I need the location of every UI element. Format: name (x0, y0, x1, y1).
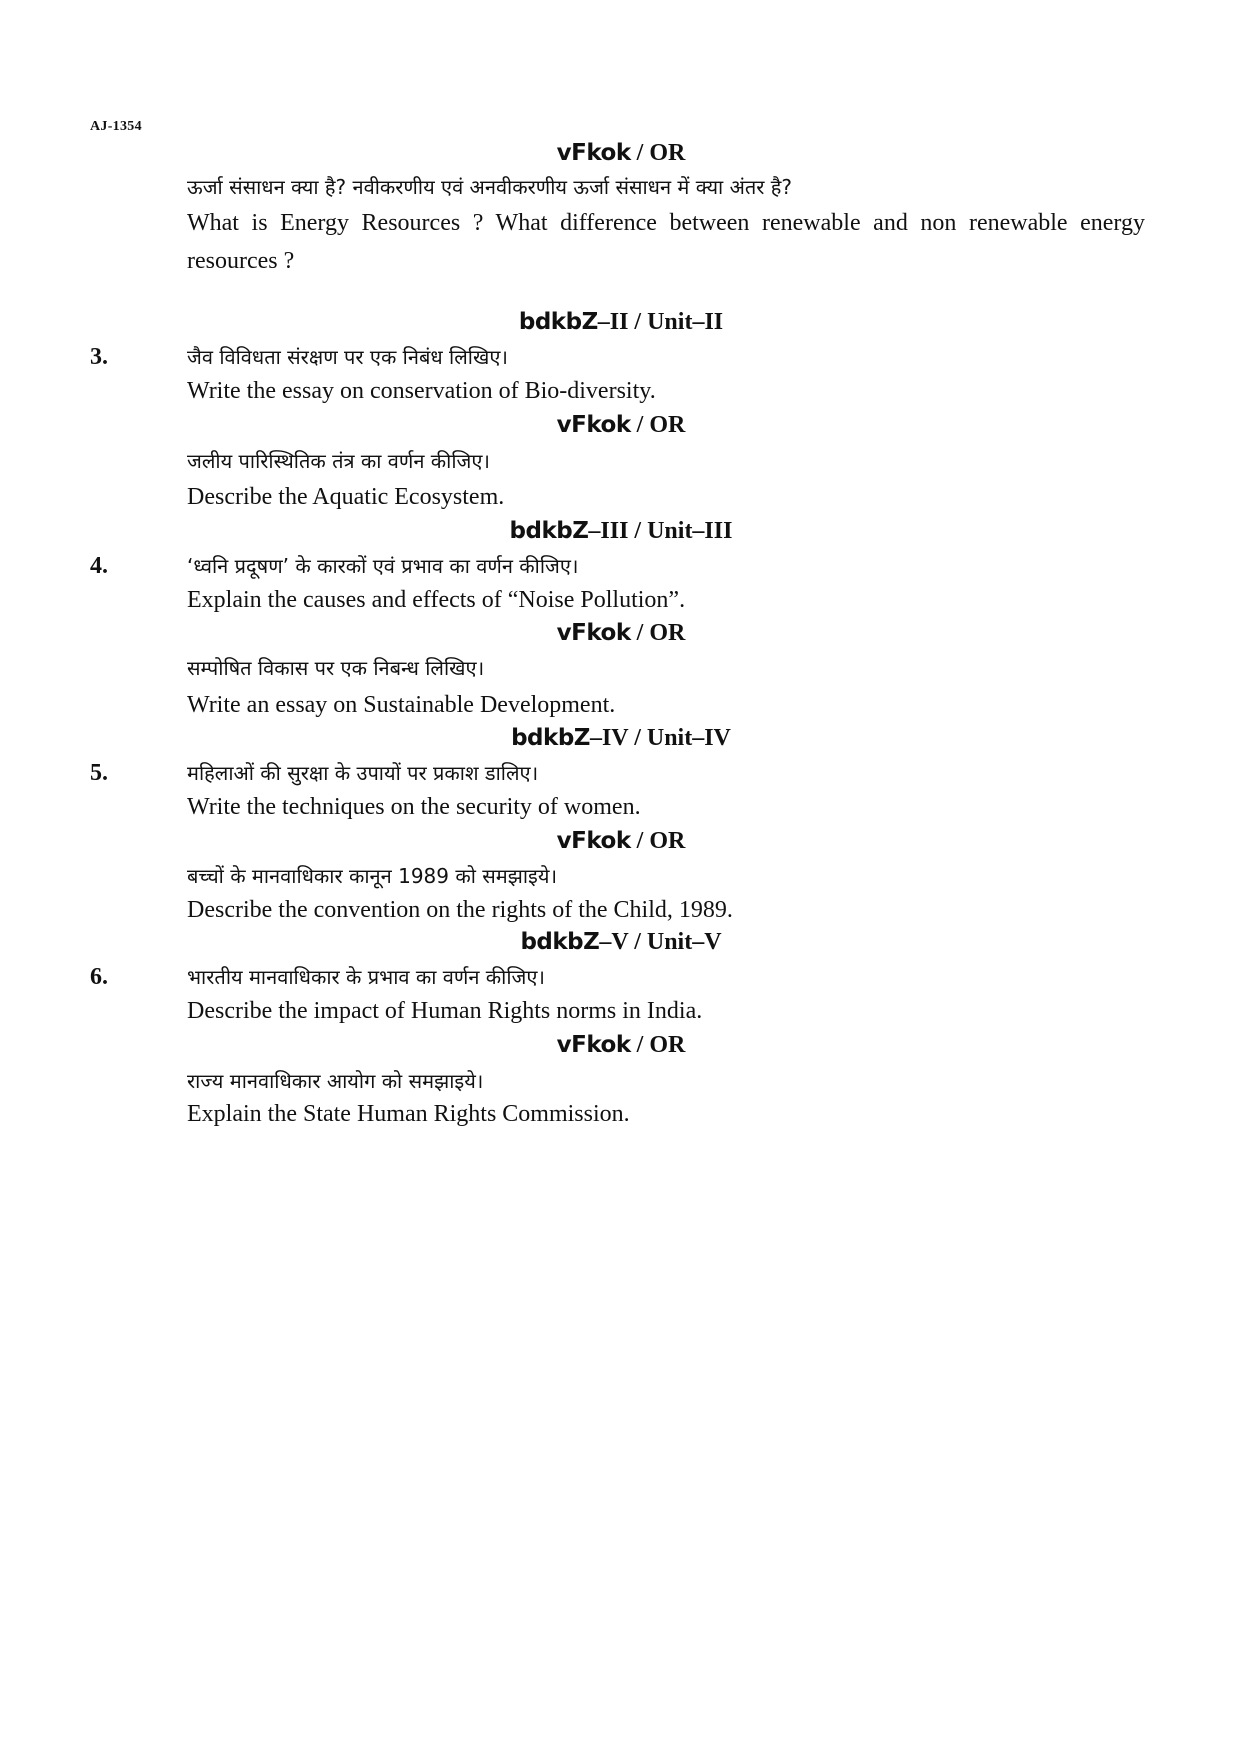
question-english: Write an essay on Sustainable Development. (187, 692, 616, 718)
question-number: 5. (90, 760, 108, 786)
question-hindi: जलीय पारिस्थितिक तंत्र का वर्णन कीजिए। (187, 449, 491, 473)
question-number: 4. (90, 553, 108, 579)
or-separator: vFkok / OR (556, 828, 686, 854)
unit-heading: bdkbZ–V / Unit–V (520, 929, 722, 955)
question-hindi: जैव विविधता संरक्षण पर एक निबंध लिखिए। (187, 345, 508, 369)
question-hindi: राज्य मानवाधिकार आयोग को समझाइये। (187, 1069, 484, 1093)
unit-heading: bdkbZ–IV / Unit–IV (511, 725, 731, 751)
or-separator: vFkok / OR (556, 412, 686, 438)
or-separator: vFkok / OR (556, 620, 686, 646)
question-hindi: सम्पोषित विकास पर एक निबन्ध लिखिए। (187, 656, 485, 680)
or-separator: vFkok / OR (556, 1032, 686, 1058)
question-number: 3. (90, 344, 108, 370)
question-hindi: ऊर्जा संसाधन क्या है? नवीकरणीय एवं अनवीकरणीय ऊर्जा संसाधन में क्या अंतर है? (187, 175, 793, 199)
question-english: Describe the convention on the rights of the Child, 1989. (187, 897, 733, 923)
question-hindi: ‘ध्वनि प्रदूषण’ के कारकों एवं प्रभाव का वर्णन कीजिए। (187, 554, 579, 578)
or-separator: vFkok / OR (556, 140, 686, 166)
question-english: What is Energy Resources ? What difference between renewable and non renewable energy resources ? (187, 210, 1145, 274)
question-number: 6. (90, 964, 108, 990)
unit-heading: bdkbZ–II / Unit–II (518, 309, 724, 335)
unit-heading: bdkbZ–III / Unit–III (509, 518, 733, 544)
question-english: Explain the causes and effects of “Noise Pollution”. (187, 587, 686, 613)
question-hindi: बच्चों के मानवाधिकार कानून 1989 को समझाइये। (187, 864, 558, 888)
question-english: Describe the Aquatic Ecosystem. (187, 484, 505, 510)
question-english: Describe the impact of Human Rights norms in India. (187, 998, 703, 1024)
question-hindi: महिलाओं की सुरक्षा के उपायों पर प्रकाश डालिए। (187, 761, 539, 785)
question-english: Write the techniques on the security of women. (187, 794, 641, 820)
question-english: Write the essay on conservation of Bio-diversity. (187, 378, 656, 404)
question-english: Explain the State Human Rights Commission. (187, 1101, 630, 1127)
paper-code: AJ-1354 (90, 119, 142, 134)
question-hindi: भारतीय मानवाधिकार के प्रभाव का वर्णन कीजिए। (187, 965, 546, 989)
